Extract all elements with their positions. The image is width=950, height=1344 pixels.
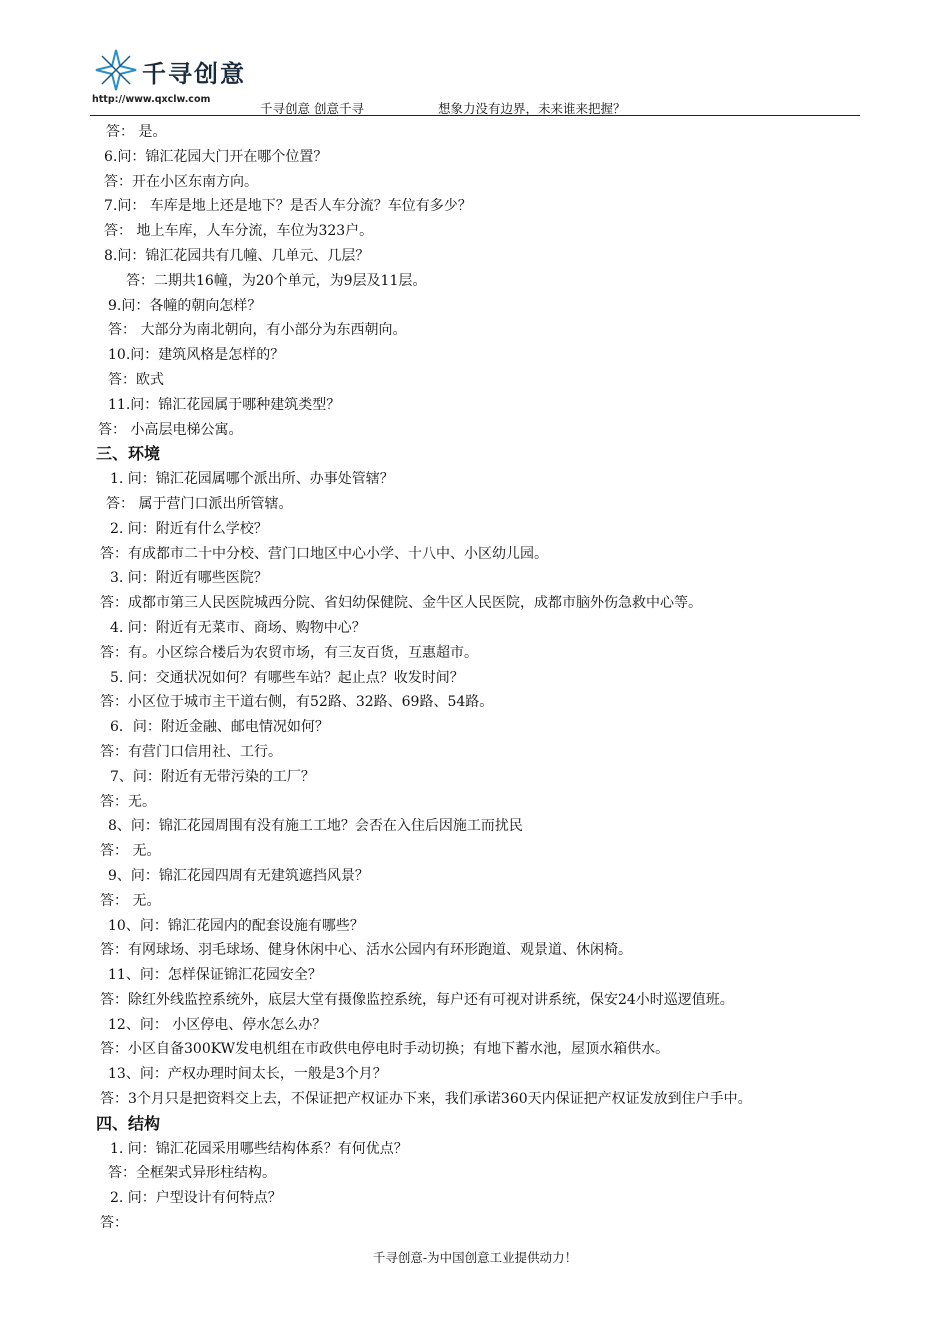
qa-line: 2. 问：附近有什么学校？ <box>110 520 268 537</box>
qa-line: 答：有网球场、羽毛球场、健身休闲中心、活水公园内有环形跑道、观景道、休闲椅。 <box>100 942 632 959</box>
qa-line: 答： 地上车库，人车分流，车位为323户。 <box>104 223 374 240</box>
qa-line: 答： <box>100 1215 128 1232</box>
qa-line: 答：小区位于城市主干道右侧，有52路、32路、69路、54路。 <box>100 694 494 711</box>
qa-line: 10.问：建筑风格是怎样的？ <box>108 347 285 364</box>
qa-line: 答： 无。 <box>100 892 161 909</box>
page-header <box>90 40 860 118</box>
qa-line: 9.问：各幢的朝向怎样？ <box>108 297 262 314</box>
qa-line: 答：二期共16幢，为20个单元，为9层及11层。 <box>126 272 427 289</box>
qa-line: 11、问：怎样保证锦汇花园安全？ <box>108 967 322 984</box>
qa-line: 8.问：锦汇花园共有几幢、几单元、几层？ <box>104 247 370 264</box>
qa-line: 10、问：锦汇花园内的配套设施有哪些？ <box>108 917 364 934</box>
qa-line: 答： 小高层电梯公寓。 <box>98 421 243 438</box>
qa-line: 9、问：锦汇花园四周有无建筑遮挡风景？ <box>108 867 369 884</box>
document-body <box>96 120 876 1236</box>
logo-text: 千寻创意 <box>142 60 246 88</box>
qa-line: 12、问： 小区停电、停水怎么办？ <box>108 1016 327 1033</box>
qa-line: 11.问：锦汇花园属于哪种建筑类型？ <box>108 396 341 413</box>
qa-line: 5. 问：交通状况如何？有哪些车站？起止点？收发时间？ <box>110 669 464 686</box>
logo-star-icon <box>94 48 138 92</box>
qa-line: 答：3个月只是把资料交上去，不保证把产权证办下来，我们承诺360天内保证把产权证发放到住户手中。 <box>100 1091 752 1108</box>
qa-line: 答：全框架式异形柱结构。 <box>108 1165 276 1182</box>
qa-line: 1. 问：锦汇花园属哪个派出所、办事处管辖？ <box>110 471 394 488</box>
qa-line: 7.问： 车库是地上还是地下？是否人车分流？车位有多少？ <box>104 198 472 215</box>
header-rule <box>90 115 860 116</box>
logo-url: http://www.qxclw.com <box>92 94 211 105</box>
qa-line: 答：有成都市二十中分校、营门口地区中心小学、十八中、小区幼儿园。 <box>100 545 548 562</box>
qa-line: 答：除红外线监控系统外，底层大堂有摄像监控系统，每户还有可视对讲系统，保安24小时巡逻值班。 <box>100 991 734 1008</box>
qa-line: 答： 大部分为南北朝向，有小部分为东西朝向。 <box>108 322 407 339</box>
page-footer: 千寻创意-为中国创意工业提供动力！ <box>372 1250 578 1265</box>
qa-line: 2. 问：户型设计有何特点？ <box>110 1190 282 1207</box>
qa-line: 答： 属于营门口派出所管辖。 <box>106 495 293 512</box>
qa-line: 答：成都市第三人民医院城西分院、省妇幼保健院、金牛区人民医院，成都市脑外伤急救中心等。 <box>100 595 702 612</box>
qa-line: 答：有营门口信用社、工行。 <box>100 743 282 760</box>
qa-line: 3. 问：附近有哪些医院？ <box>110 570 268 587</box>
qa-line: 答：无。 <box>100 793 156 810</box>
qa-line: 13、问：产权办理时间太长，一般是3个月？ <box>108 1066 387 1083</box>
qa-line: 6.问：锦汇花园大门开在哪个位置？ <box>104 148 328 165</box>
qa-line: 答：小区自备300KW发电机组在市政供电停电时手动切换；有地下蓄水池，屋顶水箱供水。 <box>100 1041 670 1058</box>
qa-line: 7、问：附近有无带污染的工厂？ <box>110 768 315 785</box>
header-slogan-left: 千寻创意 创意千寻 <box>260 101 364 116</box>
section-heading: 三、环境 <box>96 444 161 464</box>
qa-line: 6．问：附近金融、邮电情况如何？ <box>110 719 329 736</box>
qa-line: 8、问：锦汇花园周围有没有施工工地？会否在入住后因施工而扰民 <box>108 818 523 835</box>
section-heading: 四、结构 <box>96 1113 161 1133</box>
qa-line: 答： 无。 <box>100 843 161 860</box>
qa-line: 答：欧式 <box>108 371 164 388</box>
header-slogan-right: 想象力没有边界，未来谁来把握？ <box>438 101 626 116</box>
qa-line: 答：有。小区综合楼后为农贸市场，有三友百货，互惠超市。 <box>100 644 478 661</box>
qa-line: 答： 是。 <box>106 124 167 140</box>
qa-line: 1. 问：锦汇花园采用哪些结构体系？有何优点？ <box>110 1140 408 1157</box>
qa-line: 答：开在小区东南方向。 <box>104 173 258 190</box>
qa-line: 4. 问：附近有无菜市、商场、购物中心？ <box>110 619 366 636</box>
